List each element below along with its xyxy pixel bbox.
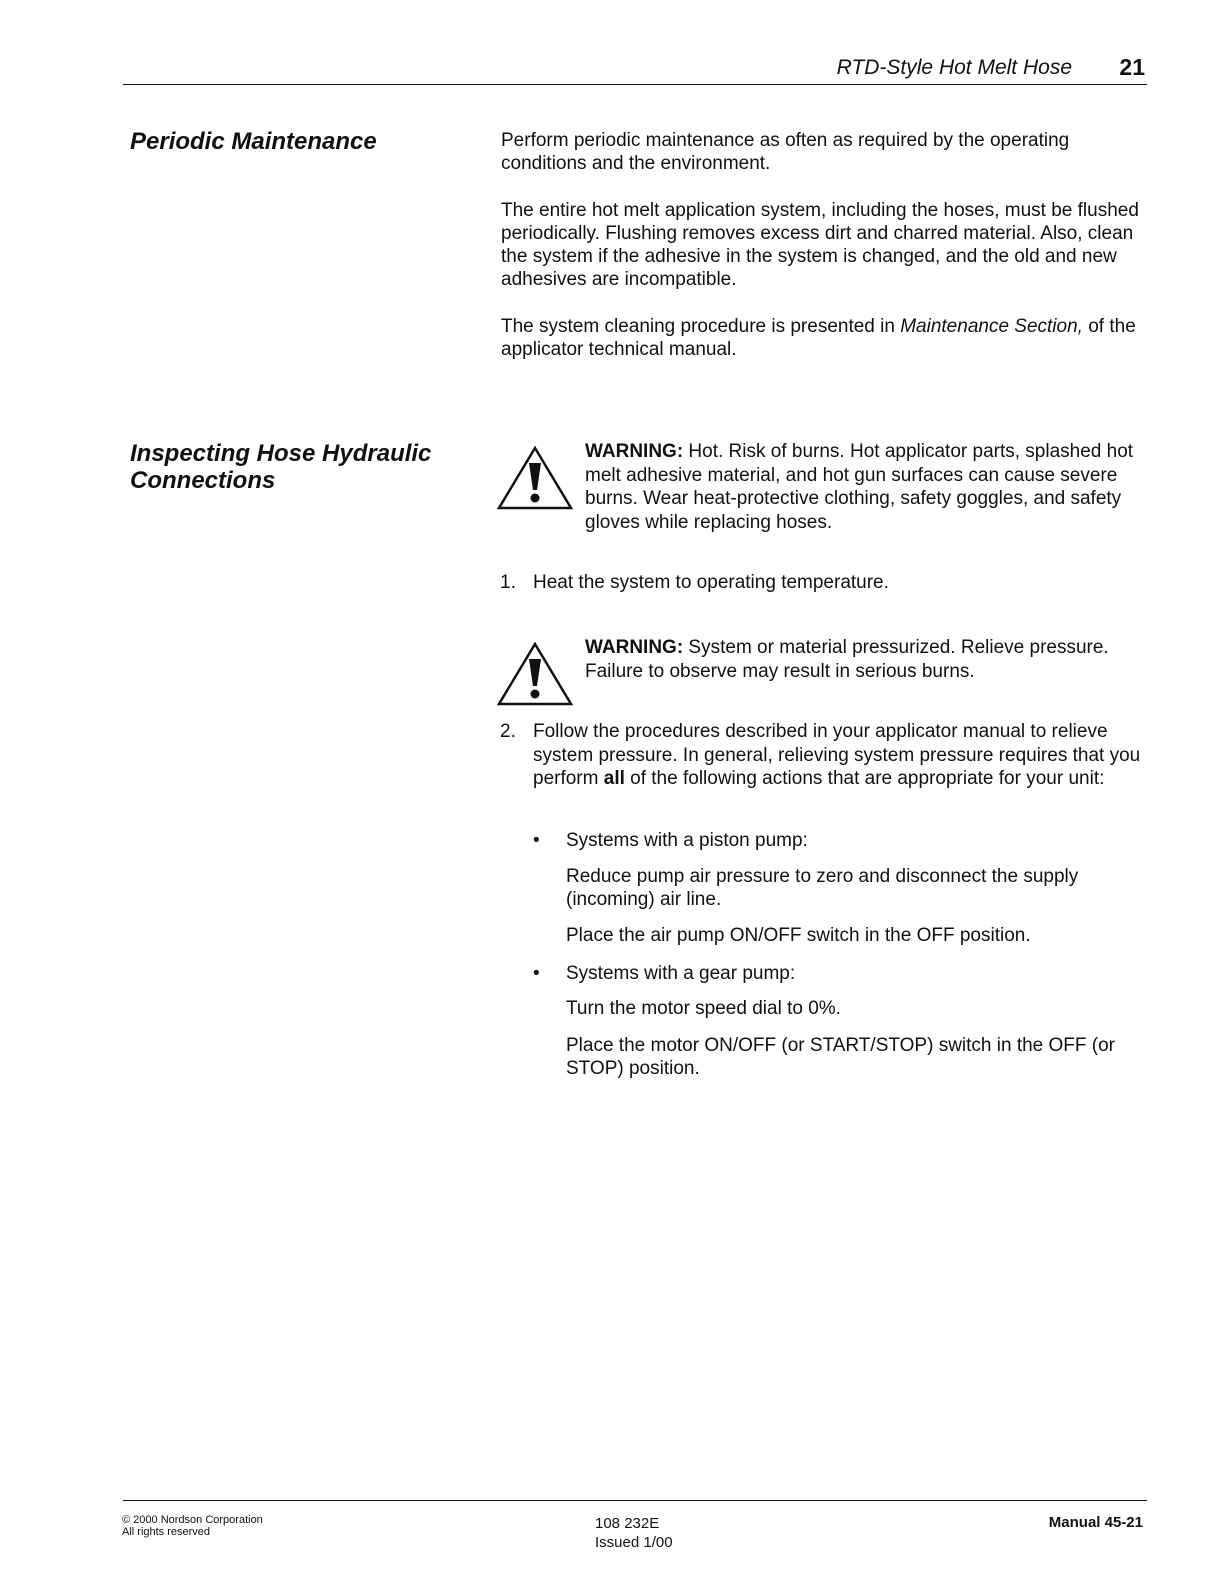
warning1-text: Hot. Risk of burns. Hot applicator parts, splashed hot melt adhesive material, and hot gun surfaces can cause severe burns. Wear heat-protective clothing, safety goggles, and safety gloves while replacing hoses. [585, 441, 1134, 533]
section-heading-periodic-maintenance: Periodic Maintenance [130, 128, 377, 155]
gear-pump-instruction-1: Turn the motor speed dial to 0%. [566, 998, 841, 1019]
bullet-2-text: Systems with a gear pump: [566, 963, 796, 984]
warning2-label: WARNING: [585, 637, 684, 658]
periodic-p2-text: The entire hot melt application system, including the hoses, must be flushed periodically. Flushing removes excess dirt and charred material. Also, clean the system if the adhesive in the system is changed, and the old and new adhesives are incompatible. [501, 200, 1139, 290]
bullet-icon: • [533, 830, 540, 851]
step-1 [500, 571, 1150, 595]
step-2-before: Follow the procedures described in your applicator manual to relieve system pressure. In general, relieving system pressure requires that you perform [533, 721, 1141, 789]
bullet-gear-pump [533, 962, 1153, 985]
warning1-label: WARNING: [585, 441, 684, 462]
step-1-number: 1. [500, 572, 516, 593]
piston-pump-instruction-1: Reduce pump air pressure to zero and disconnect the supply (incoming) air line. [566, 866, 1079, 910]
footer-rule [123, 1500, 1147, 1501]
footer-copyright [122, 1514, 263, 1538]
periodic-p1-text: Perform periodic maintenance as often as required by the operating conditions and the environment. [501, 130, 1070, 174]
periodic-paragraph-3 [501, 315, 1151, 361]
header-rule [123, 84, 1147, 85]
periodic-paragraph-1 [501, 129, 1151, 175]
warning-pressurized [585, 636, 1150, 683]
step-2-after: of the following actions that are appropriate for your unit: [624, 768, 1105, 789]
inspecting-heading-line1: Inspecting Hose Hydraulic [130, 440, 432, 467]
piston-pump-instruction-2: Place the air pump ON/OFF switch in the OFF position. [566, 925, 1031, 946]
step-1-text: Heat the system to operating temperature. [533, 572, 889, 593]
periodic-paragraph-2 [501, 199, 1151, 291]
periodic-p3-before: The system cleaning procedure is presented in [501, 316, 901, 337]
running-header-title: RTD-Style Hot Melt Hose [836, 56, 1072, 79]
inspecting-heading-line2: Connections [130, 467, 276, 494]
warning-triangle-icon [497, 642, 573, 706]
doc-number: 108 232E [595, 1515, 660, 1532]
footer-doc-info [595, 1514, 673, 1552]
periodic-p3-after: of the applicator technical manual. [501, 316, 1136, 360]
page-number: 21 [1119, 54, 1145, 80]
step-2-bold: all [603, 768, 625, 789]
section-heading-inspecting [130, 440, 431, 494]
rights-text: All rights reserved [122, 1526, 211, 1538]
step-2-text [533, 720, 1150, 791]
issued-date: Issued 1/00 [595, 1534, 673, 1551]
periodic-p3-italic: Maintenance Section, [900, 316, 1083, 337]
manual-number: Manual 45-21 [1048, 1514, 1143, 1531]
warning2-text: System or material pressurized. Relieve pressure. Failure to observe may result in serious burns. [585, 637, 1109, 682]
step-2-number: 2. [500, 721, 516, 742]
warning-triangle-icon [497, 446, 573, 510]
bullet-1-text: Systems with a piston pump: [566, 830, 808, 851]
copyright-text: © 2000 Nordson Corporation [122, 1514, 263, 1526]
gear-pump-instruction-2: Place the motor ON/OFF (or START/STOP) switch in the OFF (or STOP) position. [566, 1035, 1116, 1079]
bullet-icon: • [533, 963, 540, 984]
warning-hot-burns [585, 440, 1150, 534]
bullet-piston-pump [533, 829, 1153, 852]
step-2 [500, 720, 1150, 791]
